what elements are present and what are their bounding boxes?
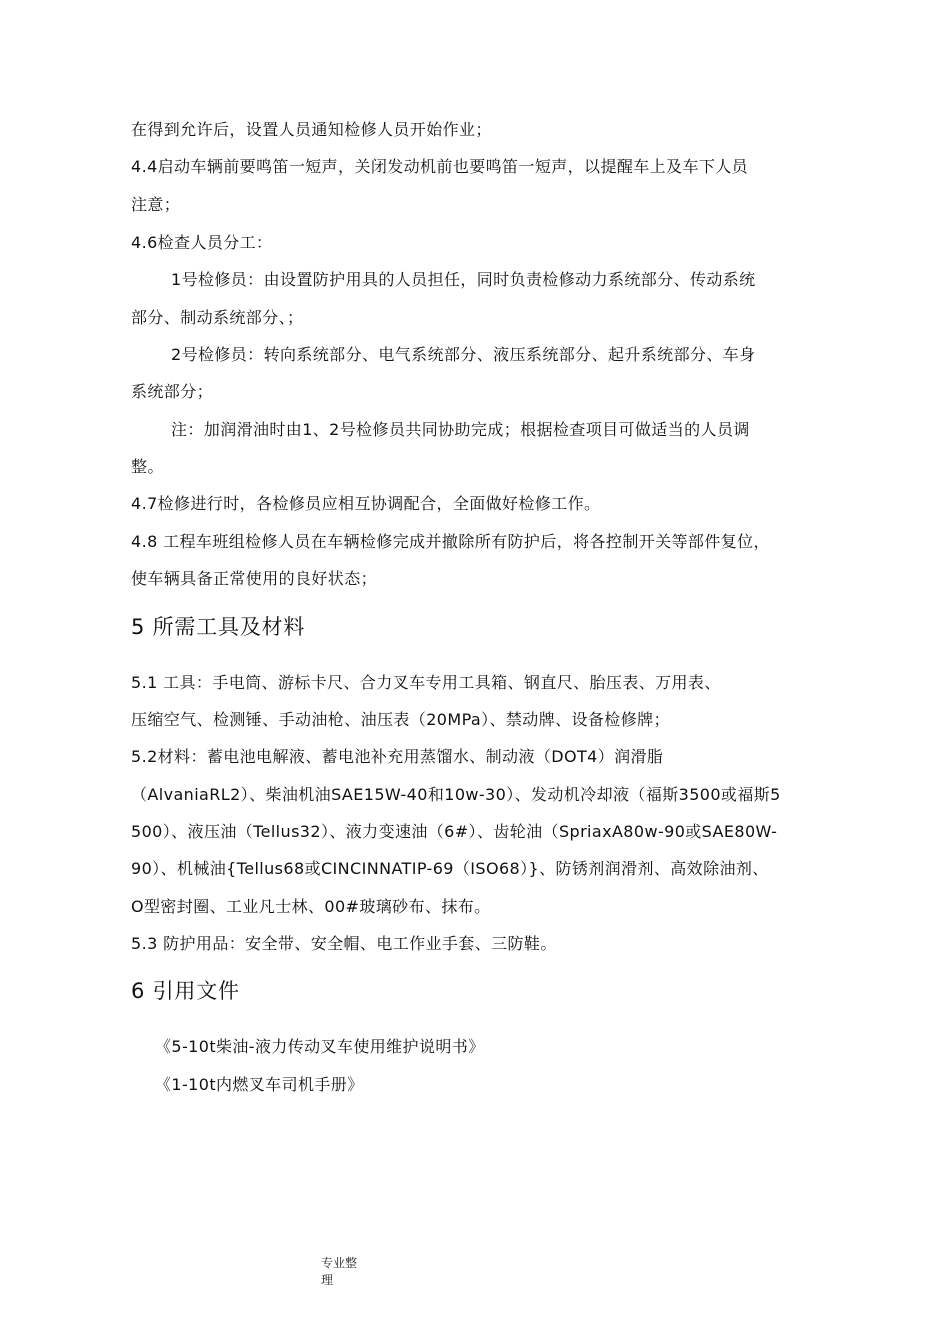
body-line: 4.7检修进行时，各检修员应相互协调配合，全面做好检修工作。 [131, 494, 601, 513]
body-line: 系统部分； [131, 382, 214, 401]
body-line: 使车辆具备正常使用的良好状态； [131, 569, 378, 588]
section-5-line: 压缩空气、检测锤、手动油枪、油压表（20MPa）、禁动牌、设备检修牌； [131, 710, 670, 729]
body-line: 部分、制动系统部分、； [131, 308, 304, 327]
body-line: 4.8 工程车班组检修人员在车辆检修完成并撤除所有防护后，将各控制开关等部件复位， [131, 532, 770, 551]
section-5-line: 5.1 工具：手电筒、游标卡尺、合力叉车专用工具箱、钢直尺、胎压表、万用表、 [131, 673, 721, 692]
section-5-line: 90）、机械油{Tellus68或CINCINNATIP-69（ISO68）}、防锈剂润滑剂、高效除油剂、 [131, 859, 769, 878]
reference-item: 《5-10t柴油-液力传动叉车使用维护说明书》 [155, 1037, 485, 1056]
footer-text-line-1: 专业整 [321, 1256, 358, 1270]
body-line: 注：加润滑油时由1、2号检修员共同协助完成；根据检查项目可做适当的人员调 [171, 420, 750, 439]
section-5-line: 500）、液压油（Tellus32）、液力变速油（6#）、齿轮油（SpriaxA80w-90或SAE80W- [131, 822, 778, 841]
body-line: 在得到允许后，设置人员通知检修人员开始作业； [131, 120, 492, 139]
body-line: 整。 [131, 457, 164, 476]
body-line: 2号检修员：转向系统部分、电气系统部分、液压系统部分、起升系统部分、车身 [171, 345, 756, 364]
body-line: 4.4启动车辆前要鸣笛一短声，关闭发动机前也要鸣笛一短声，以提醒车上及车下人员 [131, 157, 749, 176]
reference-item: 《1-10t内燃叉车司机手册》 [155, 1075, 364, 1094]
section-5-line: 5.3 防护用品：安全带、安全帽、电工作业手套、三防鞋。 [131, 934, 557, 953]
footer-text-line-2: 理 [321, 1273, 334, 1287]
section-5-line: 5.2材料：蓄电池电解液、蓄电池补充用蒸馏水、制动液（DOT4）润滑脂 [131, 747, 664, 766]
body-line: 注意； [131, 195, 181, 214]
section-5-line: （AlvaniaRL2）、柴油机油SAE15W-40和10w-30）、发动机冷却液（福斯3500或福斯5 [131, 785, 781, 804]
section-5-heading: 5 所需工具及材料 [131, 615, 306, 639]
section-5-line: O型密封圈、工业凡士林、00#玻璃砂布、抹布。 [131, 897, 491, 916]
section-6-heading: 6 引用文件 [131, 979, 240, 1003]
body-line: 1号检修员：由设置防护用具的人员担任，同时负责检修动力系统部分、传动系统 [171, 270, 756, 289]
body-line: 4.6检查人员分工： [131, 233, 273, 252]
